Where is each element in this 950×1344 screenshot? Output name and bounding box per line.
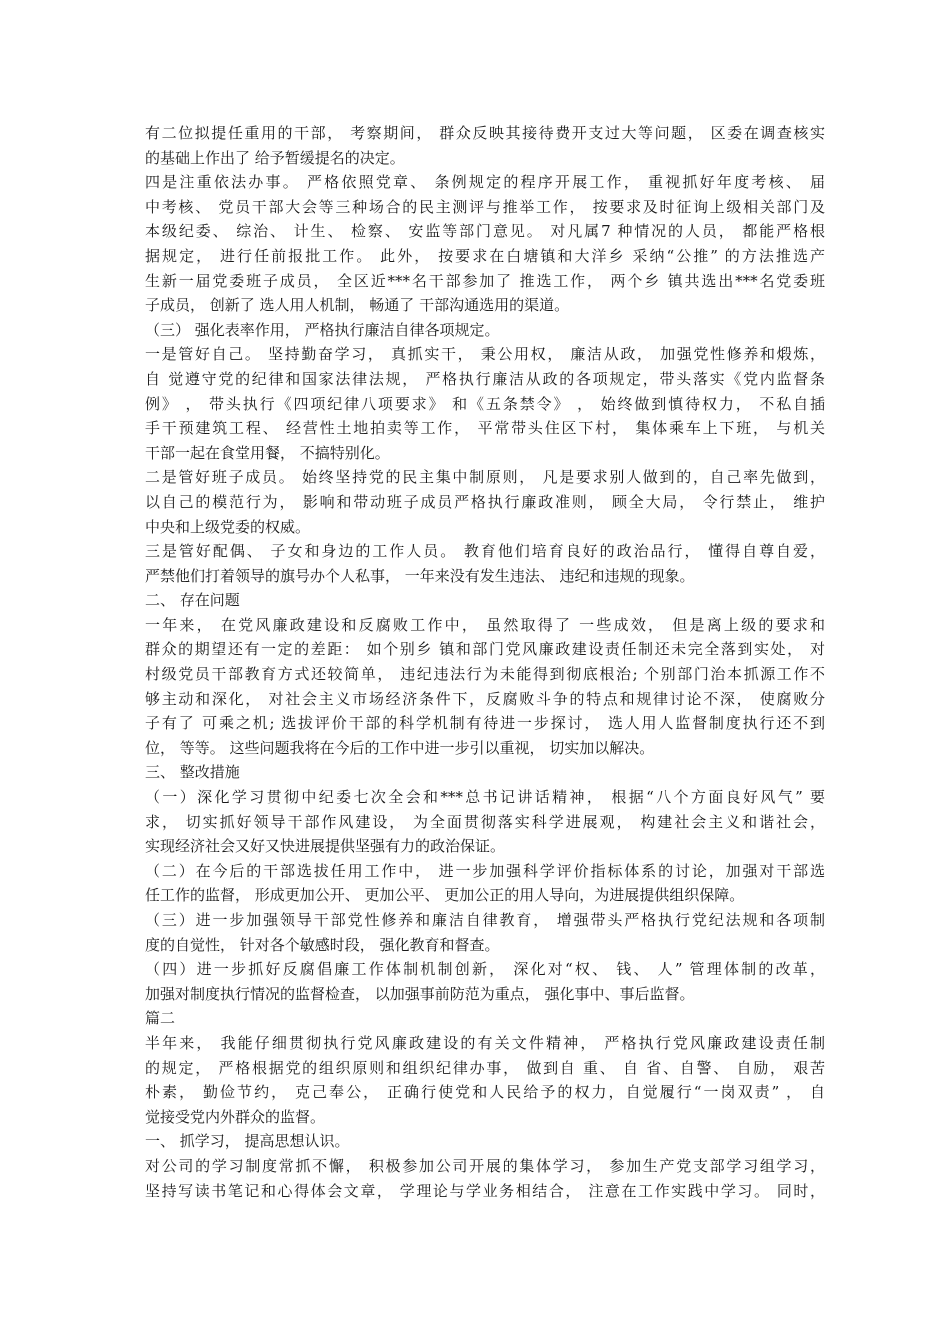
text-line: 一、 抓学习， 提高思想认识。 xyxy=(145,1132,350,1151)
document-body xyxy=(145,121,825,1203)
text-line: 求， 切实抓好领导干部作风建设， 为全面贯彻落实科学进展观， 构建社会主义和谐社会， xyxy=(145,812,825,831)
text-line: 手干预建筑工程、 经营性土地拍卖等工作， 平常带头住区下村， 集体乘车上下班， 与机关 xyxy=(145,419,825,438)
text-line: 生新一届党委班子成员， 全区近***名干部参加了 推选工作， 两个乡 镇共选出***名党委班 xyxy=(145,271,825,290)
text-line: 度的自觉性， 针对各个敏感时段， 强化教育和督查。 xyxy=(145,935,500,954)
text-line: 以自己的模范行为， 影响和带动班子成员严格执行廉政准则， 顾全大局， 令行禁止， 维护 xyxy=(145,492,825,511)
text-line: 三是管好配偶、 子女和身边的工作人员。 教育他们培育良好的政治品行， 懂得自尊自爱， xyxy=(145,542,825,561)
text-line: （三）进一步加强领导干部党性修养和廉洁自律教育， 增强带头严格执行党纪法规和各项制 xyxy=(145,911,825,929)
text-line: （二）在今后的干部选拔任用工作中， 进一步加强科学评价指标体系的讨论，加强对干部选 xyxy=(145,861,825,880)
text-line: 三、 整改措施 xyxy=(145,763,240,782)
text-line: 有二位拟提任重用的干部， 考察期间， 群众反映其接待费开支过大等问题， 区委在调查核实 xyxy=(145,124,825,142)
text-line: 的基础上作出了 给予暂缓提名的决定。 xyxy=(145,148,405,167)
text-line: 本级纪委、 综治、 计生、 检察、 安监等部门意见。 对凡属7 种情况的人员， 都能严格根 xyxy=(145,222,825,241)
text-line: 村级党员干部教育方式还较简单， 违纪违法行为未能得到彻底根治; 个别部门治本抓源工作不 xyxy=(145,665,825,684)
text-line: 觉接受党内外群众的监督。 xyxy=(145,1107,326,1126)
text-line: （四）进一步抓好反腐倡廉工作体制机制创新， 深化对“权、 钱、 人” 管理体制的改革， xyxy=(145,960,825,979)
text-line: 子成员， 创新了 选人用人机制， 畅通了 干部沟通选用的渠道。 xyxy=(145,296,570,315)
text-line: 群众的期望还有一定的差距： 如个别乡 镇和部门党风廉政建设责任制还未完全落到实处， 对 xyxy=(145,640,825,659)
text-line: 二、 存在问题 xyxy=(145,591,240,610)
text-line: 一是管好自己。 坚持勤奋学习， 真抓实干， 秉公用权， 廉洁从政， 加强党性修养和煅炼， xyxy=(145,345,825,364)
text-line: 四是注重依法办事。 严格依照党章、 条例规定的程序开展工作， 重视抓好年度考核、 届 xyxy=(145,173,825,192)
text-line: 任工作的监督， 形成更加公开、 更加公平、 更加公正的用人导向，为进展提供组织保障。 xyxy=(145,886,745,905)
text-line: 的规定， 严格根据党的组织原则和组织纪律办事， 做到自 重、 自 省、自警、 自励， 艰苦 xyxy=(145,1058,825,1077)
text-line: 子有了 可乘之机; 选拔评价干部的科学机制有待进一步探讨， 选人用人监督制度执行还不到 xyxy=(145,714,825,733)
text-line: 例》 ， 带头执行《四项纪律八项要求》 和《五条禁令》 ， 始终做到慎待权力， 不私自插 xyxy=(145,394,825,413)
text-line: 加强对制度执行情况的监督检查， 以加强事前防范为重点， 强化事中、事后监督。 xyxy=(145,984,695,1003)
text-line: 自 觉遵守党的纪律和国家法律法规， 严格执行廉洁从政的各项规定，带头落实《党内监督条 xyxy=(145,369,825,388)
text-line: 严禁他们打着领导的旗号办个人私事， 一年来没有发生违法、 违纪和违规的现象。 xyxy=(145,566,695,585)
text-line: 坚持写读书笔记和心得体会文章， 学理论与学业务相结合， 注意在工作实践中学习。 同时， xyxy=(145,1181,825,1200)
text-line: 半年来， 我能仔细贯彻执行党风廉政建设的有关文件精神， 严格执行党风廉政建设责任制 xyxy=(145,1033,825,1052)
text-line: （一）深化学习贯彻中纪委七次全会和***总书记讲话精神， 根据“八个方面良好风气” 要 xyxy=(145,788,825,807)
text-line: 朴素， 勤俭节约， 克己奉公， 正确行使党和人民给予的权力，自觉履行“一岗双责” ， 自 xyxy=(145,1083,825,1102)
text-line: 二是管好班子成员。 始终坚持党的民主集中制原则， 凡是要求别人做到的，自己率先做到， xyxy=(145,468,825,487)
text-line: 中央和上级党委的权威。 xyxy=(145,517,311,536)
text-line: 够主动和深化， 对社会主义市场经济条件下，反腐败斗争的特点和规律讨论不深， 使腐败分 xyxy=(145,689,825,708)
text-line: 实现经济社会又好又快进展提供坚强有力的政治保证。 xyxy=(145,837,506,856)
text-line: 篇二 xyxy=(145,1009,176,1028)
text-line: 一年来， 在党风廉政建设和反腐败工作中， 虽然取得了 一些成效， 但是离上级的要求和 xyxy=(145,615,825,634)
text-line: 中考核、 党员干部大会等三种场合的民主测评与推举工作， 按要求及时征询上级相关部门及 xyxy=(145,197,825,216)
text-line: （三） 强化表率作用， 严格执行廉洁自律各项规定。 xyxy=(145,320,500,339)
text-line: 干部一起在食堂用餐， 不搞特别化。 xyxy=(145,443,390,462)
text-line: 对公司的学习制度常抓不懈， 积极参加公司开展的集体学习， 参加生产党支部学习组学习， xyxy=(145,1156,825,1175)
text-line: 位， 等等。 这些问题我将在今后的工作中进一步引以重视， 切实加以解决。 xyxy=(145,738,655,757)
text-line: 据规定， 进行任前报批工作。 此外， 按要求在白塘镇和大洋乡 采纳“公推” 的方法推选产 xyxy=(145,246,825,265)
